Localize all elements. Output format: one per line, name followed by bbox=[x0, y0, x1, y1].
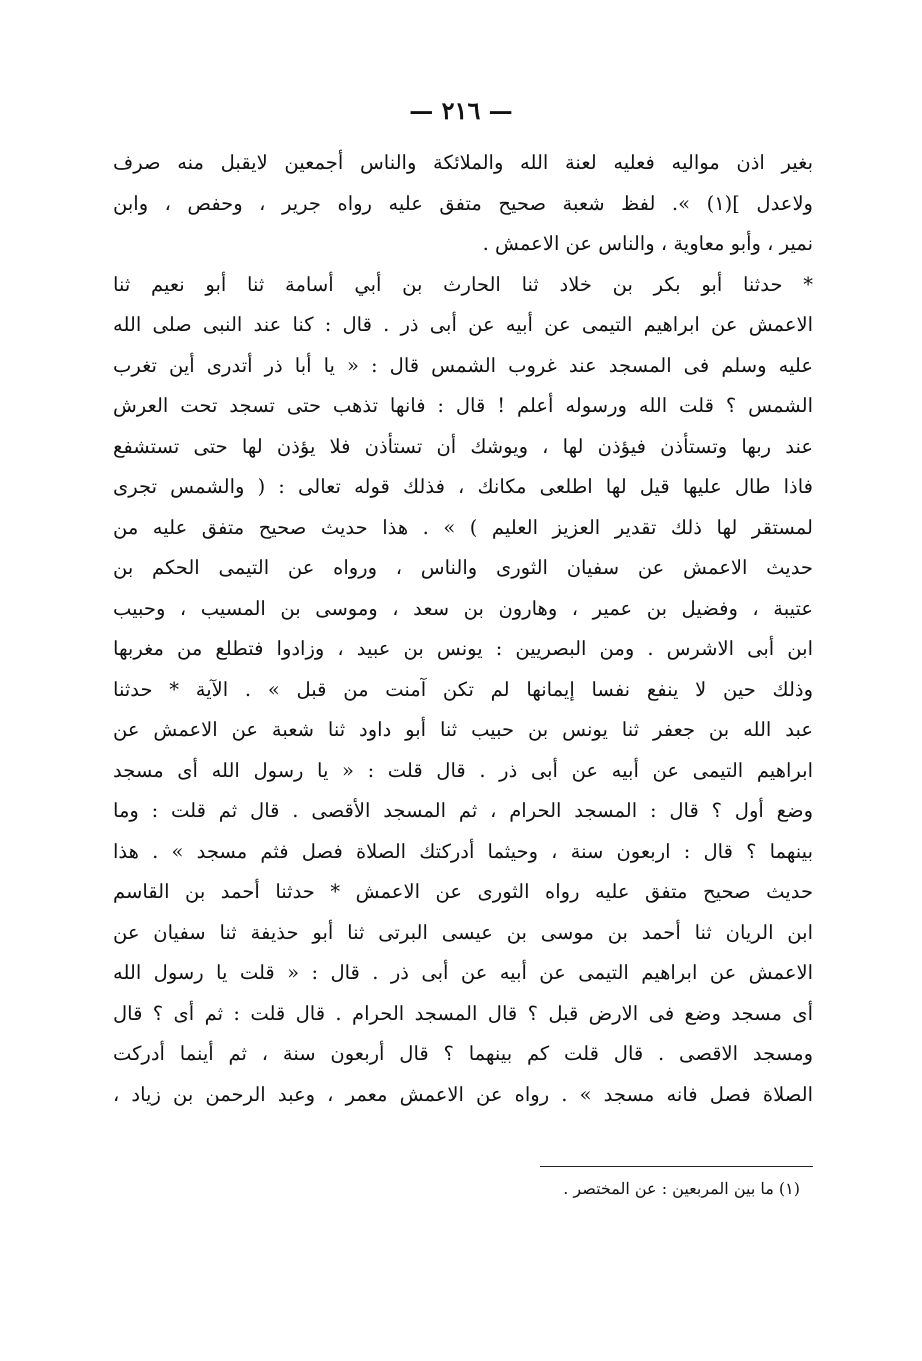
text-line: أى مسجد وضع فى الارض قبل ؟ قال المسجد الحرام . قال قلت : ثم أى ؟ قال bbox=[113, 1001, 813, 1025]
body-text bbox=[113, 143, 813, 1115]
footnote-divider bbox=[540, 1166, 813, 1167]
text-line: حديث صحيح متفق عليه رواه الثورى عن الاعمش * حدثنا أحمد بن القاسم bbox=[113, 880, 813, 903]
page-number: — ٢١٦ — bbox=[409, 96, 513, 125]
text-line: عند ربها وتستأذن فيؤذن لها ، ويوشك أن تستأذن فلا يؤذن لها حتى تستشفع bbox=[113, 434, 813, 458]
text-line: نمير ، وأبو معاوية ، والناس عن الاعمش . bbox=[482, 232, 813, 255]
text-line: الاعمش عن ابراهيم التيمى عن أبيه عن أبى ذر . قال : كنا عند النبى صلى الله bbox=[113, 313, 813, 336]
text-line: عليه وسلم فى المسجد عند غروب الشمس قال : « يا أبا ذر أتدرى أين تغرب bbox=[113, 353, 813, 377]
text-line: عتيبة ، وفضيل بن عمير ، وهارون بن سعد ، وموسى بن المسيب ، وحبيب bbox=[113, 596, 813, 620]
text-line: الصلاة فصل فانه مسجد » . رواه عن الاعمش معمر ، وعبد الرحمن بن زياد ، bbox=[113, 1082, 813, 1106]
text-line: بغير اذن مواليه فعليه لعنة الله والملائكة والناس أجمعين لايقبل منه صرف bbox=[113, 151, 813, 174]
text-line: * حدثنا أبو بكر بن خلاد ثنا الحارث بن أبي أسامة ثنا أبو نعيم ثنا bbox=[113, 272, 813, 296]
text-line: لمستقر لها ذلك تقدير العزيز العليم ) » . هذا حديث صحيح متفق عليه من bbox=[113, 515, 813, 539]
footnote: (١) ما بين المربعين : عن المختصر . bbox=[563, 1179, 800, 1198]
text-line: بينهما ؟ قال : اربعون سنة ، وحيثما أدركتك الصلاة فصل فثم مسجد » . هذا bbox=[113, 839, 813, 863]
text-line: الاعمش عن ابراهيم التيمى عن أبيه عن أبى ذر . قال : « قلت يا رسول الله bbox=[113, 961, 813, 984]
text-line: فاذا طال عليها قيل لها اطلعى مكانك ، فذلك قوله تعالى : ( والشمس تجرى bbox=[113, 475, 813, 498]
text-line: ومسجد الاقصى . قال قلت كم بينهما ؟ قال أربعون سنة ، ثم أينما أدركت bbox=[113, 1042, 813, 1065]
text-line: ابراهيم التيمى عن أبيه عن أبى ذر . قال قلت : « يا رسول الله أى مسجد bbox=[113, 758, 813, 782]
text-line: حديث الاعمش عن سفيان الثورى والناس ، ورواه عن التيمى الحكم بن bbox=[113, 556, 813, 579]
text-line: ولاعدل ](١) ». لفظ شعبة صحيح متفق عليه رواه جرير ، وحفص ، وابن bbox=[113, 191, 813, 215]
text-line: عبد الله بن جعفر ثنا يونس بن حبيب ثنا أبو داود ثنا شعبة عن الاعمش عن bbox=[113, 718, 813, 741]
text-line: وضع أول ؟ قال : المسجد الحرام ، ثم المسجد الأقصى . قال ثم قلت : وما bbox=[113, 799, 813, 822]
text-line: وذلك حين لا ينفع نفسا إيمانها لم تكن آمنت من قبل » . الآية * حدثنا bbox=[113, 677, 813, 701]
text-line: ابن أبى الاشرس . ومن البصريين : يونس بن عبيد ، وزادوا فتطلع من مغربها bbox=[113, 637, 813, 660]
text-line: الشمس ؟ قلت الله ورسوله أعلم ! قال : فانها تذهب حتى تسجد تحت العرش bbox=[113, 394, 813, 417]
text-line: ابن الريان ثنا أحمد بن موسى بن عيسى البرتى ثنا أبو حذيفة ثنا سفيان عن bbox=[113, 920, 813, 944]
